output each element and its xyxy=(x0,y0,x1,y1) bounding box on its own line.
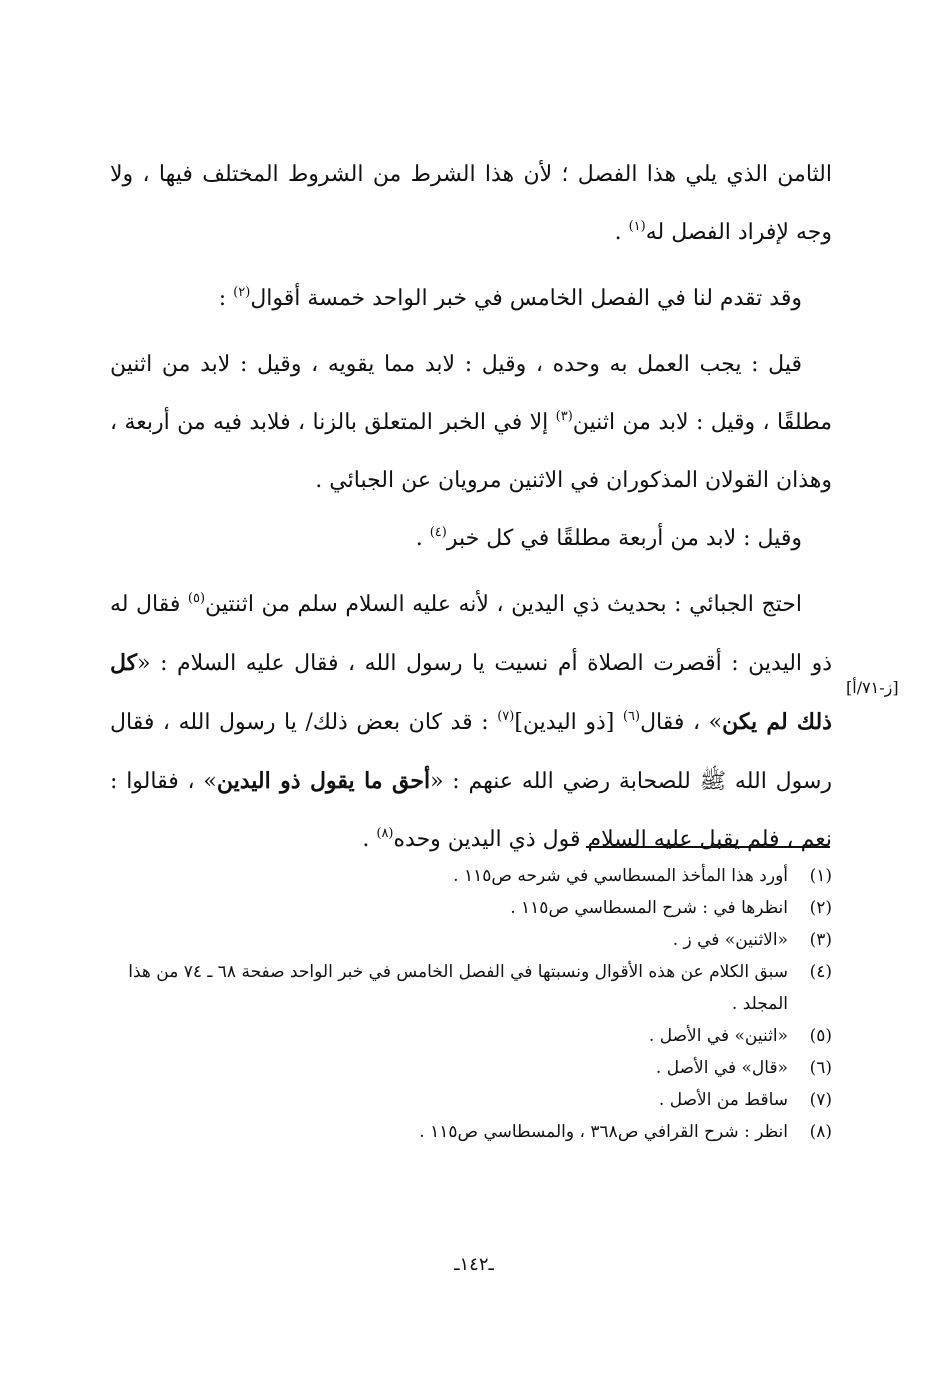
footnote-ref-6[interactable]: (٦) xyxy=(622,709,641,724)
footnote-text: سبق الكلام عن هذه الأقوال ونسبتها في الفصل الخامس في خبر الواحد صفحة ٦٨ ـ ٧٤ من هذا المجلد . xyxy=(128,962,788,1014)
hadith-quote-1: كل ذلك لم يكن xyxy=(110,650,832,735)
footnote-6 xyxy=(110,1052,832,1084)
footnote-3 xyxy=(110,924,832,956)
paragraph-1-end: . xyxy=(614,220,629,245)
paragraph-5-text-e: : قد كان بعض ذلك/ يا رسول الله ، فقال رسول الله ﷺ للصحابة رضي الله عنهم : « xyxy=(110,710,833,794)
paragraph-3-text-a: قيل : يجب العمل به وحده ، وقيل : لابد مما يقويه ، وقيل : لابد من اثنين مطلقًا ، وقيل : لابد من اثنين xyxy=(110,352,832,435)
footnote-8 xyxy=(110,1116,832,1148)
footnote-2 xyxy=(110,892,832,924)
footnote-number: (٣) xyxy=(809,930,832,950)
page-number: ـ١٤٢ـ xyxy=(454,1254,494,1275)
paragraph-4-text: وقيل : لابد من أربعة مطلقًا في كل خبر xyxy=(446,526,802,551)
footnote-text: «اثنين» في الأصل . xyxy=(648,1026,788,1046)
paragraph-1 xyxy=(110,146,832,262)
footnotes-section xyxy=(110,860,832,1148)
paragraph-4 xyxy=(110,510,832,568)
footnote-number: (٧) xyxy=(809,1090,832,1110)
footnote-1 xyxy=(110,860,832,892)
paragraph-2 xyxy=(110,270,832,328)
footnote-text: «قال» في الأصل . xyxy=(655,1058,788,1078)
paragraph-5-text-b: فقال له ذو اليدين : أقصرت الصلاة أم نسيت يا رسول الله ، فقال عليه السلام : « xyxy=(110,592,832,676)
paragraph-5 xyxy=(110,576,832,869)
footnote-separator xyxy=(586,846,830,848)
footnote-number: (٨) xyxy=(809,1122,832,1142)
paragraph-2-end: : xyxy=(218,286,234,311)
paragraph-5-text-a: احتج الجبائي : بحديث ذي اليدين ، لأنه عليه السلام سلم من اثنتين xyxy=(205,592,802,617)
footnote-number: (٦) xyxy=(809,1058,832,1078)
footnote-ref-1[interactable]: (١) xyxy=(628,219,646,234)
paragraph-1-text: الثامن الذي يلي هذا الفصل ؛ لأن هذا الشرط من الشروط المختلف فيها ، ولا وجه لإفراد الفصل له xyxy=(110,162,832,245)
paragraph-4-end: . xyxy=(415,526,430,551)
footnote-text: «الاثنين» في ز . xyxy=(672,930,788,950)
footnote-ref-3[interactable]: (٣) xyxy=(555,409,573,424)
footnote-ref-5[interactable]: (٥) xyxy=(187,591,206,606)
paragraph-5-text-c: » ، فقال xyxy=(640,710,723,735)
paragraph-3 xyxy=(110,336,832,510)
paragraph-5-text-f: » ، فقالوا : نعم ، فلم يقبل عليه السلام قول ذي اليدين وحده xyxy=(110,769,832,852)
footnote-ref-2[interactable]: (٢) xyxy=(233,285,251,300)
footnote-7 xyxy=(110,1084,832,1116)
footnote-ref-8[interactable]: (٨) xyxy=(376,826,394,841)
footnote-5 xyxy=(110,1020,832,1052)
footnote-number: (١) xyxy=(809,866,832,886)
paragraph-2-text: وقد تقدم لنا في الفصل الخامس في خبر الواحد خمسة أقوال xyxy=(250,286,802,311)
footnote-number: (٥) xyxy=(809,1026,832,1046)
footnote-number: (٢) xyxy=(809,898,832,918)
paragraph-5-end: . xyxy=(362,827,377,852)
footnote-text: ساقط من الأصل . xyxy=(658,1090,788,1110)
footnote-4 xyxy=(110,956,832,1020)
footnote-text: انظرها في : شرح المسطاسي ص١١٥ . xyxy=(510,898,788,918)
paragraph-3-text-b: إلا في الخبر المتعلق بالزنا ، فلابد فيه من أربعة ، وهذان القولان المذكوران في الاثنين مرويان عن الجبائي . xyxy=(110,410,832,493)
footnote-text: أورد هذا المأخذ المسطاسي في شرحه ص١١٥ . xyxy=(453,866,788,886)
paragraph-5-text-d: [ذو اليدين] xyxy=(514,710,623,735)
footnote-text: انظر : شرح القرافي ص٣٦٨ ، والمسطاسي ص١١٥ . xyxy=(419,1122,788,1142)
footnote-number: (٤) xyxy=(809,962,832,982)
main-text xyxy=(110,146,832,869)
footnote-ref-7[interactable]: (٧) xyxy=(497,709,515,724)
manuscript-folio-marker: [ز-٧١/أ] xyxy=(846,678,899,697)
hadith-quote-2: أحق ما يقول ذو اليدين xyxy=(216,768,431,794)
footnote-ref-4[interactable]: (٤) xyxy=(429,525,447,540)
